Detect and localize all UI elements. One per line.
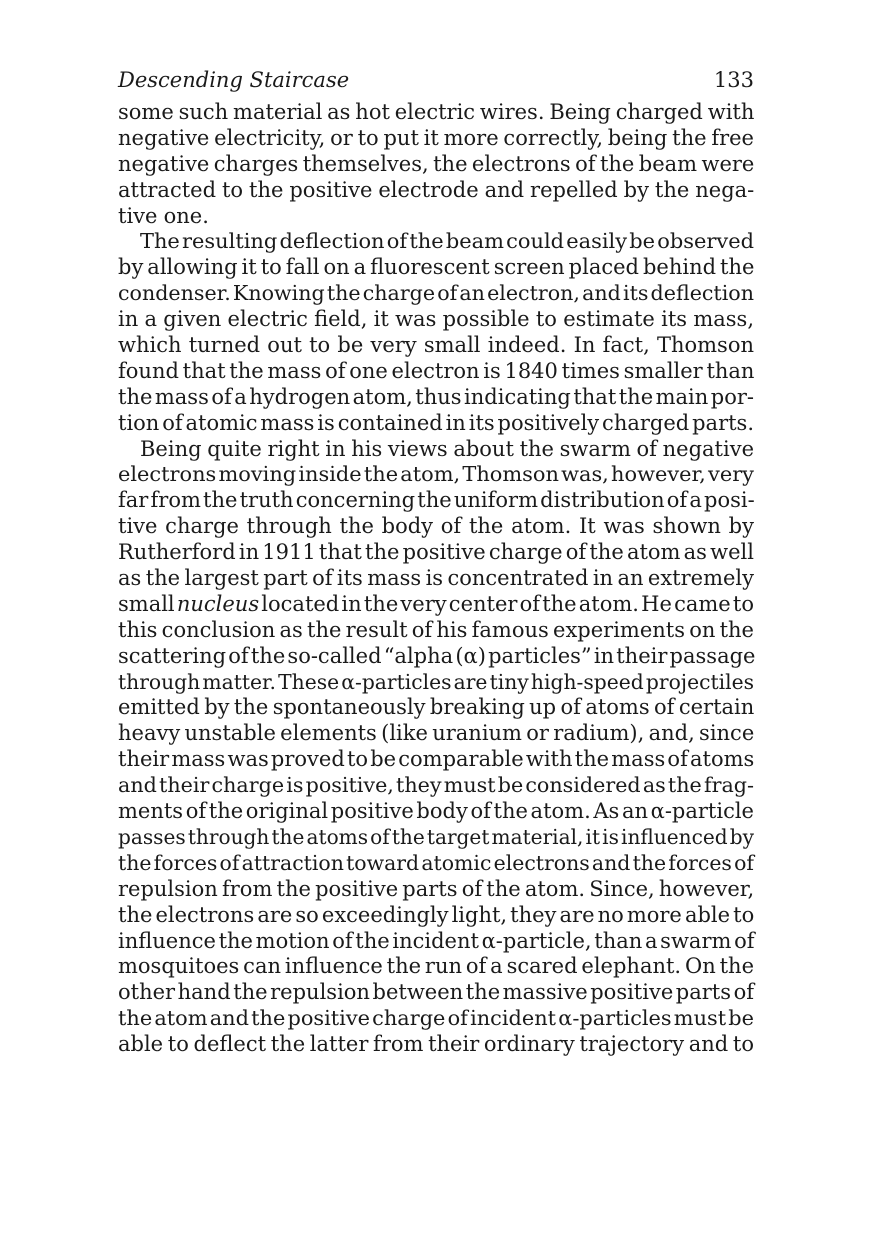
- text-line: influence the motion of the incident α-particle, than a swarm of: [118, 928, 755, 953]
- text-line: scattering of the so-called “alpha (α) particles” in their passage: [118, 643, 756, 668]
- text-line: which turned out to be very small indeed. In fact, Thomson: [118, 333, 754, 358]
- text-line: emitted by the spontaneously breaking up of atoms of certain: [118, 695, 755, 720]
- line-start: small: [118, 591, 175, 616]
- text-line: the forces of attraction toward atomic electrons and the forces of: [118, 850, 754, 875]
- emphasized-term: nucleus: [176, 591, 260, 616]
- text-line: as the largest part of its mass is concentrated in an extremely: [118, 566, 754, 591]
- text-line: the atom and the positive charge of incident α-particles must be: [118, 1006, 754, 1031]
- text-line: negative charges themselves, the electrons of the beam were: [118, 151, 755, 176]
- text-line: electrons moving inside the atom, Thomson was, however, very: [118, 462, 754, 487]
- text-line: The resulting deflection of the beam could easily be observed: [140, 229, 754, 254]
- page-number: 133: [713, 68, 754, 92]
- text-line: able to deflect the latter from their ordinary trajectory and to: [118, 1032, 754, 1057]
- text-line: tive charge through the body of the atom. It was shown by: [118, 514, 754, 539]
- text-line: mosquitoes can influence the run of a scared elephant. On the: [118, 954, 754, 979]
- text-line: tion of atomic mass is contained in its positively charged parts.: [118, 410, 754, 435]
- text-line: the mass of a hydrogen atom, thus indicating that the main por-: [118, 384, 754, 409]
- text-line: in a given electric field, it was possible to estimate its mass,: [118, 307, 754, 332]
- text-line-with-emphasis: [118, 592, 754, 618]
- text-line: ments of the original positive body of the atom. As an α-particle: [118, 799, 754, 824]
- text-line: Rutherford in 1911 that the positive charge of the atom as well: [118, 540, 754, 565]
- text-line: and their charge is positive, they must be considered as the frag-: [118, 773, 754, 798]
- text-line: tive one.: [118, 203, 209, 228]
- text-line: repulsion from the positive parts of the atom. Since, however,: [118, 876, 755, 901]
- paragraph-3: [118, 437, 754, 1058]
- body-text: [118, 100, 754, 1058]
- paragraph-2: [118, 229, 754, 436]
- text-line: other hand the repulsion between the massive positive parts of: [118, 980, 754, 1005]
- text-line: this conclusion as the result of his famous experiments on the: [118, 617, 754, 642]
- text-line: the electrons are so exceedingly light, they are no more able to: [118, 902, 755, 927]
- text-line: some such material as hot electric wires. Being charged with: [118, 100, 755, 124]
- text-line: passes through the atoms of the target material, it is influenced by: [118, 824, 754, 849]
- section-title: Descending Staircase: [118, 68, 350, 92]
- paragraph-1: [118, 100, 754, 229]
- text-line: through matter. These α-particles are tiny high-speed projectiles: [118, 669, 754, 694]
- text-line: Being quite right in his views about the swarm of negative: [140, 436, 754, 461]
- text-line: found that the mass of one electron is 1840 times smaller than: [118, 358, 755, 383]
- text-line: by allowing it to fall on a fluorescent screen placed behind the: [118, 255, 755, 280]
- text-line: heavy unstable elements (like uranium or radium), and, since: [118, 721, 755, 746]
- line-end: located in the very center of the atom. He came to: [261, 591, 754, 616]
- running-head: [118, 66, 754, 94]
- text-line: condenser. Knowing the charge of an electron, and its deflection: [118, 281, 754, 306]
- text-line: negative electricity, or to put it more correctly, being the free: [118, 125, 754, 150]
- text-line: their mass was proved to be comparable with the mass of atoms: [118, 747, 755, 772]
- text-line: far from the truth concerning the uniform distribution of a posi-: [118, 488, 755, 513]
- text-line: attracted to the positive electrode and repelled by the nega-: [118, 177, 755, 202]
